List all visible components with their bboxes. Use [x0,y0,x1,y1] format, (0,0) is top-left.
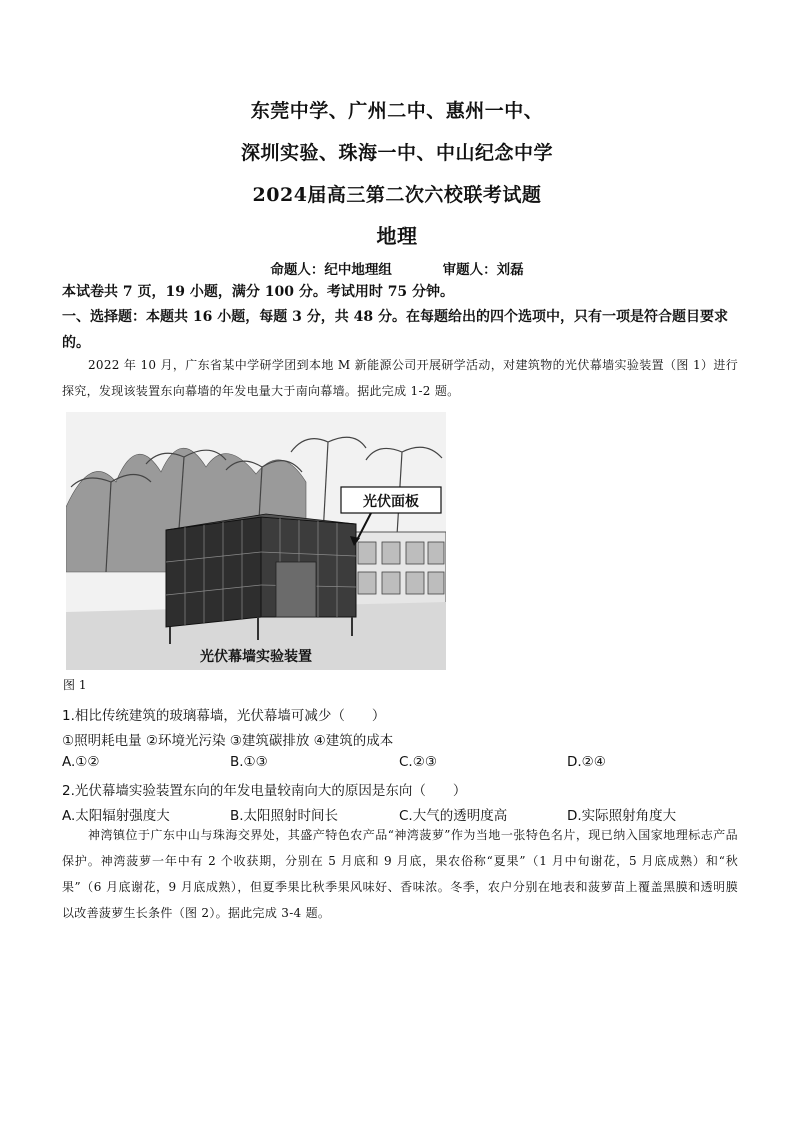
figure-callout-label: 光伏面板 [363,494,419,510]
section-1-heading: 一、选择题：本题共 16 小题，每题 3 分，共 48 分。在每题给出的四个选项中，只有一项是符合题目要求的。 [62,309,728,351]
school-names-line-2: 深圳实验、珠海一中、中山纪念中学 [240,142,553,164]
exam-title: 2024届高三第二次六校联考试题 [252,184,542,206]
q1-option-c[interactable]: C.②③ [399,754,437,770]
photovoltaic-curtain-wall-photo [66,412,446,670]
passage-1: 2022 年 10 月，广东省某中学研学团到本地 M 新能源公司开展研学活动，对建筑物的光伏幕墙实验装置（图 1）进行探究，发现该装置东向幕墙的年发电量大于南向幕墙。据此完成 1-2 题。 [62,358,738,398]
authors-line [0,258,794,278]
figure-1-photo [66,412,446,670]
exam-intro: 本试卷共 7 页，19 小题，满分 100 分。考试用时 75 分钟。 [62,284,455,300]
q2-option-d[interactable]: D.实际照射角度大 [567,808,677,824]
q2-option-c[interactable]: C.大气的透明度高 [399,808,508,824]
subject-title: 地理 [376,224,418,248]
question-reviewer: 审题人：刘磊 [442,262,524,278]
school-names-line-1: 东莞中学、广州二中、惠州一中、 [250,100,544,122]
q2-option-a[interactable]: A.太阳辐射强度大 [62,808,170,824]
q2-option-b[interactable]: B.太阳照射时间长 [230,808,339,824]
q1-option-d[interactable]: D.②④ [567,754,606,770]
q1-option-a[interactable]: A.①② [62,754,100,770]
question-1-statements: ①照明耗电量 ②环境光污染 ③建筑碳排放 ④建筑的成本 [62,733,394,749]
passage-2: 神湾镇位于广东中山与珠海交界处，其盛产特色农产品“神湾菠萝”作为当地一张特色名片，现已纳入国家地理标志产品保护。神湾菠萝一年中有 2 个收获期，分别在 5 月底和 9 月底，果农俗称“夏果”（1 月中旬谢花，5 月底成熟）和“秋果”（6 月底谢花，9 月底成熟），但夏季果比秋季果风味好、香味浓。冬季，农户分别在地表和菠萝苗上覆盖黑膜和透明膜以改善菠萝生长条件（图 2）。据此完成 3-4 题。 [62,828,738,920]
question-1-stem: 1.相比传统建筑的玻璃幕墙，光伏幕墙可减少（ ） [62,708,386,724]
question-setter: 命题人：纪中地理组 [270,262,392,278]
figure-1-label: 图 1 [63,678,87,692]
figure-inner-caption: 光伏幕墙实验装置 [200,649,312,665]
question-2-stem: 2.光伏幕墙实验装置东向的年发电量较南向大的原因是东向（ ） [62,783,467,799]
q1-option-b[interactable]: B.①③ [230,754,268,770]
